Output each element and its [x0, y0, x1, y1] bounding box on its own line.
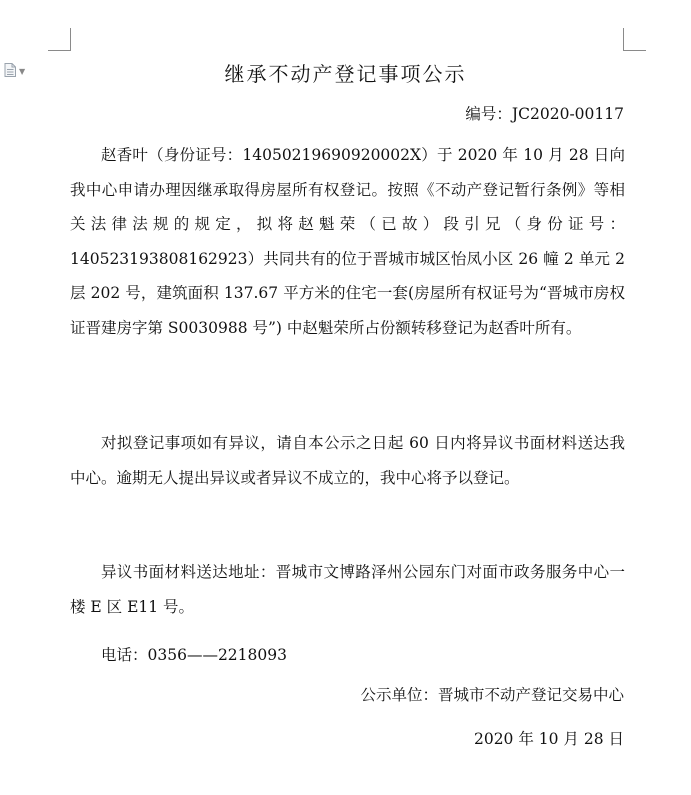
body-paragraph-address: 异议书面材料送达地址：晋城市文博路泽州公园东门对面市政务服务中心一楼 E 区 E11 号。	[70, 563, 625, 616]
crop-mark-top-left	[48, 28, 71, 51]
body-paragraph-phone: 电话：0356——2218093	[101, 646, 287, 664]
body-paragraph-objection: 对拟登记事项如有异议，请自本公示之日起 60 日内将异议书面材料送达我中心。逾期无人提出异议或者异议不成立的，我中心将予以登记。	[70, 434, 625, 487]
body-paragraph-application: 赵香叶（身份证号：14050219690920002X）于 2020 年 10 月 28 日向我中心申请办理因继承取得房屋所有权登记。按照《不动产登记暂行条例》等相关法律法规的规定，拟将赵魁荣（已故）段引兄（身份证号：140523193808162923）共同共有的位于晋城市城区怡凤小区 26 幢 2 单元 2 层 202 号，建筑面积 137.67 平方米的住宅一套(房屋所有权证号为“晋城市房权证晋建房字第 S0030988 号”) 中赵魁荣所占份额转移登记为赵香叶所有。	[70, 146, 625, 337]
document-number: 编号：JC2020-00117	[465, 105, 624, 123]
date-line: 2020 年 10 月 28 日	[473, 730, 624, 748]
crop-mark-top-right	[623, 28, 646, 51]
chevron-down-icon: ▼	[19, 67, 26, 76]
document-title: 继承不动产登记事项公示	[224, 62, 467, 86]
issuer-line: 公示单位：晋城市不动产登记交易中心	[360, 686, 624, 704]
